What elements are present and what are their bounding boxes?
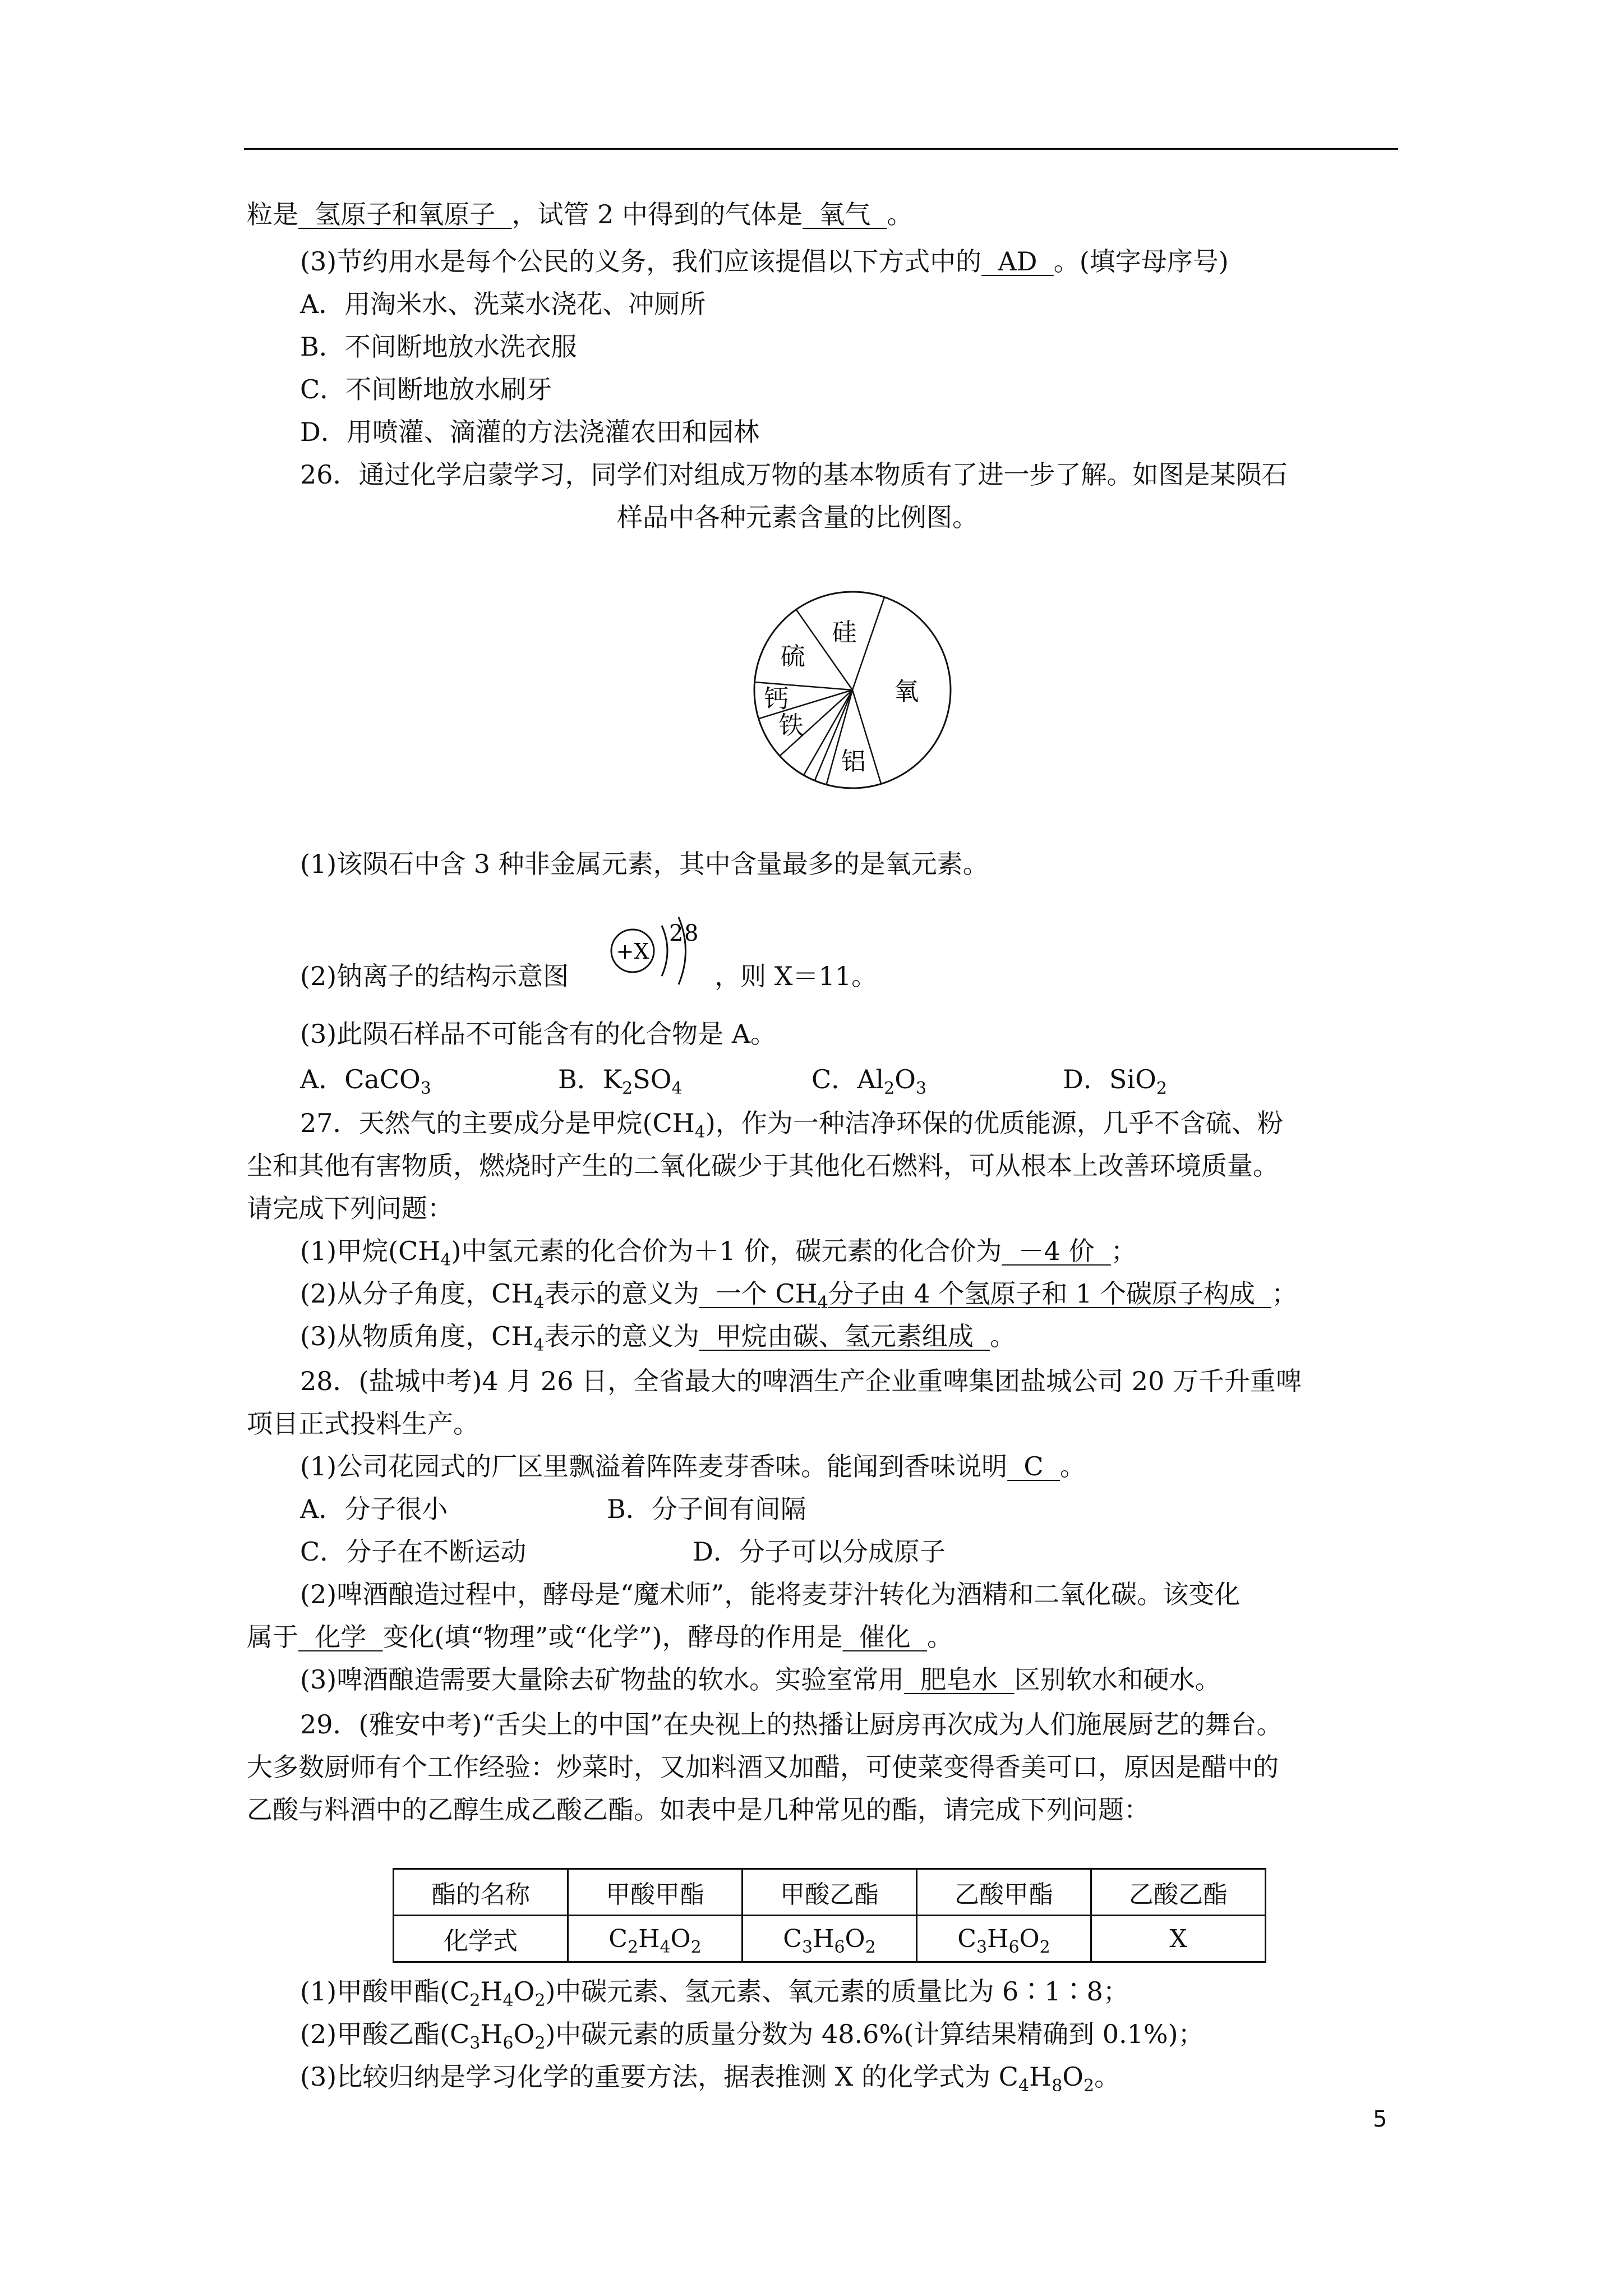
question-26-2 xyxy=(300,959,877,993)
question-27-stem-cont: 尘和其他有害物质，燃烧时产生的二氧化碳少于其他化石燃料，可从根本上改善环境质量。 xyxy=(247,1151,1279,1181)
pie-slice-label: 硫 xyxy=(780,642,805,671)
formula-cell: X xyxy=(1091,1916,1266,1962)
answer-blank: C xyxy=(1007,1451,1060,1481)
pie-slice-boundary xyxy=(852,597,884,690)
answer-line-1 xyxy=(247,197,913,231)
option-b: B．不间断地放水洗衣服 xyxy=(300,332,577,362)
option-c: C．不间断地放水刷牙 xyxy=(300,374,552,404)
answer-blank: －4 价 xyxy=(1002,1236,1111,1266)
text: (2)钠离子的结构示意图 xyxy=(300,961,569,991)
element-pie-chart xyxy=(723,561,981,819)
option-d: D．分子可以分成原子 xyxy=(693,1536,946,1567)
ester-table xyxy=(393,1868,1266,1963)
text: ，试管 2 中得到的气体是 xyxy=(511,199,803,229)
table-header-cell: 乙酸乙酯 xyxy=(1091,1869,1266,1916)
text: (3)节约用水是每个公民的义务，我们应该提倡以下方式中的 xyxy=(300,246,982,277)
question-26-stem: 26．通过化学启蒙学习，同学们对组成万物的基本物质有了进一步了解。如图是某陨石 xyxy=(300,459,1288,490)
question-28-stem: 28．(盐城中考)4 月 26 日，全省最大的啤酒生产企业重啤集团盐城公司 20 万千升重啤 xyxy=(300,1366,1302,1396)
question-26-stem-cont: 样品中各种元素含量的比例图。 xyxy=(617,502,978,532)
answer-blank: AD xyxy=(981,246,1054,277)
question-27-stem: 27．天然气的主要成分是甲烷$(CH_4)$，作为一种洁净环保的优质能源，几乎不含硫、粉 xyxy=(300,1108,1283,1142)
pie-slice-label: 铁 xyxy=(778,711,804,740)
pie-slice-label: 氧 xyxy=(894,677,919,706)
question-27-3: (3)从物质角度，$CH_4$表示的意义为 甲烷由碳、氢元素组成 。 xyxy=(300,1321,1016,1355)
question-28-2-cont: 属于 化学 变化(填“物理”或“化学”)，酵母的作用是 催化 。 xyxy=(247,1622,953,1652)
option-b: B．$K_2SO_4$ xyxy=(558,1064,683,1098)
question-28-stem-cont: 项目正式投料生产。 xyxy=(247,1409,479,1439)
question-29-1: (1)甲酸甲酯$(C_2H_4O_2)$中碳元素、氢元素、氧元素的质量比为 6∶1∶8； xyxy=(300,1976,1129,2010)
shell-1-count: 2 xyxy=(669,921,684,946)
header-rule xyxy=(244,148,1398,150)
question-28-2: (2)啤酒酿造过程中，酵母是“魔术师”，能将麦芽汁转化为酒精和二氧化碳。该变化 xyxy=(300,1579,1241,1609)
answer-blank: 肥皂水 xyxy=(904,1664,1015,1695)
pie-slice-label: 硅 xyxy=(832,618,857,647)
answer-blank: 催化 xyxy=(842,1622,927,1652)
option-a: A．用淘米水、洗菜水浇花、冲厕所 xyxy=(300,289,706,319)
shell-2-count: 8 xyxy=(684,921,699,946)
table-row-label: 化学式 xyxy=(394,1916,568,1962)
table-header-cell: 甲酸甲酯 xyxy=(568,1869,743,1916)
question-28-3: (3)啤酒酿造需要大量除去矿物盐的软水。实验室常用 肥皂水 区别软水和硬水。 xyxy=(300,1664,1221,1695)
formula-cell: $C_2H_4O_2$ xyxy=(568,1916,743,1962)
question-27-stem-cont: 请完成下列问题： xyxy=(247,1193,453,1223)
answer-blank: 化学 xyxy=(298,1622,383,1652)
shell-arc-1 xyxy=(662,926,667,976)
answer-blank: 氢原子和氧原子 xyxy=(298,199,512,229)
question-26-3: (3)此陨石样品不可能含有的化合物是 A。 xyxy=(300,1019,777,1049)
text: 粒是 xyxy=(247,199,298,229)
table-header-cell: 甲酸乙酯 xyxy=(743,1869,917,1916)
page-number: 5 xyxy=(1373,2106,1387,2132)
question-29-3: (3)比较归纳是学习化学的重要方法，据表推测 X 的化学式为 $C_4H_8O_2$。 xyxy=(300,2062,1121,2096)
formula-cell: $C_3H_6O_2$ xyxy=(917,1916,1091,1962)
answer-blank: 氧气 xyxy=(803,199,887,229)
question-26-1: (1)该陨石中含 3 种非金属元素，其中含量最多的是氧元素。 xyxy=(300,849,989,879)
option-a: A．CaCO$_3$ xyxy=(300,1064,431,1098)
table-row xyxy=(394,1869,1266,1916)
option-c: C．分子在不断运动 xyxy=(300,1536,527,1567)
question-27-2: (2)从分子角度，$CH_4$表示的意义为 一个 $CH_4$分子由 4 个氢原子和 1 个碳原子构成 ； xyxy=(300,1278,1298,1313)
question-25-3 xyxy=(300,245,1229,278)
option-d: D．SiO$_2$ xyxy=(1063,1064,1167,1098)
table-header-cell: 乙酸甲酯 xyxy=(917,1869,1091,1916)
question-29-stem: 29．(雅安中考)“舌尖上的中国”在央视上的热播让厨房再次成为人们施展厨艺的舞台。 xyxy=(300,1709,1283,1740)
question-29-2: (2)甲酸乙酯$(C_3H_6O_2)$中碳元素的质量分数为 48.6%(计算结果精确到 0.1%)； xyxy=(300,2019,1204,2053)
answer-blank: 一个 $CH_4$分子由 4 个氢原子和 1 个碳原子构成 xyxy=(699,1278,1272,1313)
answer-blank: 甲烷由碳、氢元素组成 xyxy=(699,1321,990,1351)
option-b: B．分子间有间隔 xyxy=(607,1494,806,1524)
formula-cell: $C_3H_6O_2$ xyxy=(743,1916,917,1962)
sodium-ion-diagram xyxy=(606,895,718,990)
table-row xyxy=(394,1916,1266,1962)
pie-slice-label: 钙 xyxy=(764,684,789,714)
question-29-stem-cont: 大多数厨师有个工作经验：炒菜时，又加料酒又加醋，可使菜变得香美可口，原因是醋中的 xyxy=(247,1752,1279,1782)
question-29-stem-cont: 乙酸与料酒中的乙醇生成乙酸乙酯。如表中是几种常见的酯，请完成下列问题： xyxy=(247,1795,1150,1825)
option-d: D．用喷灌、滴灌的方法浇灌农田和园林 xyxy=(300,417,759,447)
option-c: C．$Al_2O_3$ xyxy=(811,1064,927,1098)
text: ，则 X＝11。 xyxy=(714,961,878,991)
pie-slice-label: 铝 xyxy=(841,747,866,776)
nucleus-label: +X xyxy=(616,939,649,964)
text: 。(填字母序号) xyxy=(1053,246,1229,277)
option-a: A．分子很小 xyxy=(300,1494,448,1524)
question-28-1: (1)公司花园式的厂区里飘溢着阵阵麦芽香味。能闻到香味说明 C 。 xyxy=(300,1451,1086,1481)
text: 。 xyxy=(887,199,913,229)
table-header-cell: 酯的名称 xyxy=(394,1869,568,1916)
question-27-1: (1)甲烷$(CH_4)$中氢元素的化合价为＋1 价，碳元素的化合价为 －4 价 ； xyxy=(300,1236,1137,1270)
